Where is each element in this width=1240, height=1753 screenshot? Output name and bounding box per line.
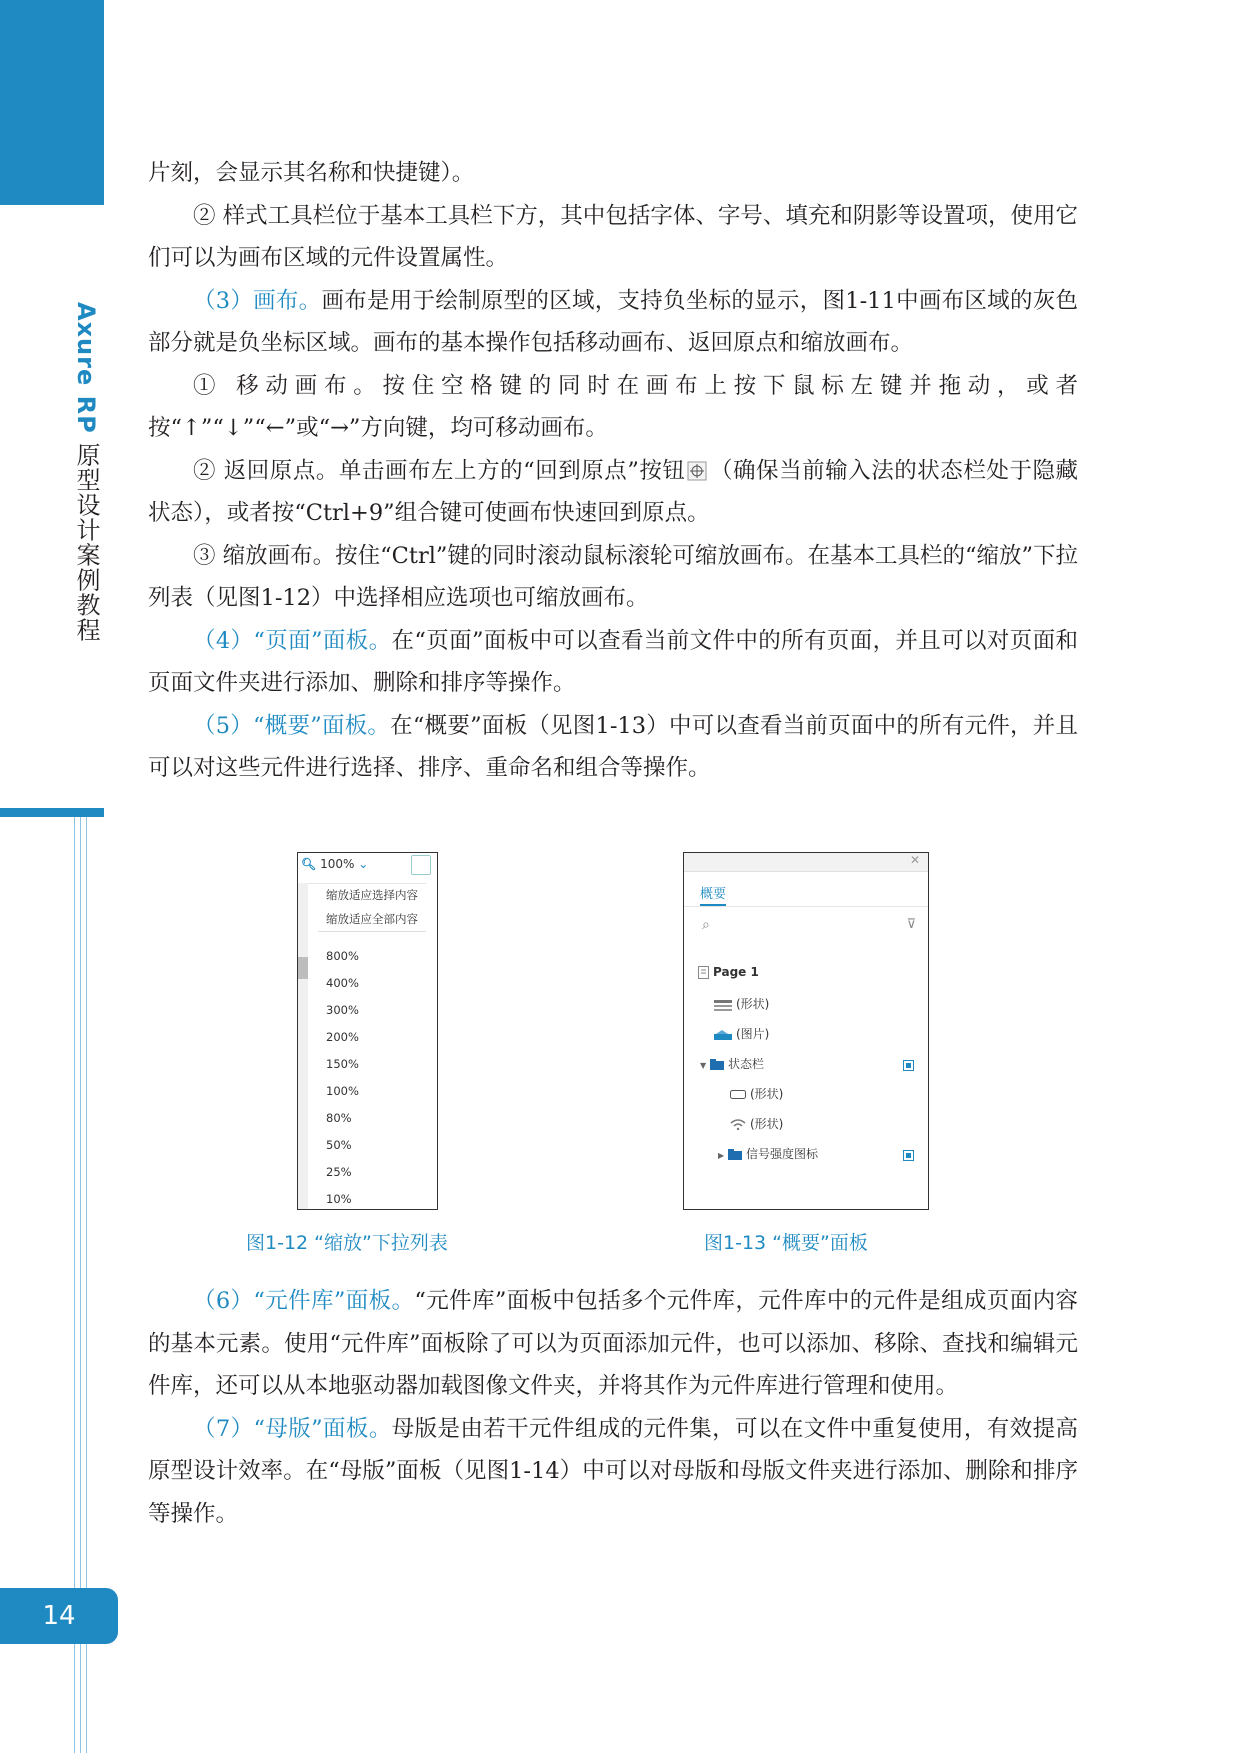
- divider: [308, 883, 426, 884]
- paragraph: [148, 620, 1078, 705]
- outline-item[interactable]: [714, 995, 769, 1012]
- page-number: 14: [0, 1588, 118, 1644]
- section-heading: （6）“元件库”面板。: [193, 1288, 415, 1314]
- visibility-icon[interactable]: [903, 1060, 914, 1071]
- zoom-level-option[interactable]: 300%: [326, 1003, 359, 1017]
- search-icon: 🔍︎: [301, 857, 317, 871]
- outline-panel-figure: [683, 852, 929, 1210]
- paragraph: [148, 1408, 1078, 1536]
- figure-caption: 图1-13 “概要”面板: [704, 1232, 868, 1254]
- scrollbar[interactable]: [298, 883, 308, 1209]
- section-heading: （3）画布。: [193, 287, 322, 314]
- zoom-fit-option[interactable]: 缩放适应选择内容: [326, 888, 418, 902]
- section-heading: （5）“概要”面板。: [193, 712, 391, 739]
- zoom-current-value: 100%: [320, 857, 355, 871]
- zoom-dropdown-figure: [297, 852, 438, 1210]
- scrollbar-thumb[interactable]: [298, 957, 308, 979]
- zoom-level-option[interactable]: 150%: [326, 1057, 359, 1071]
- outline-page-item[interactable]: [698, 965, 759, 979]
- paragraph-text: 在“概要”面板（见图1-13）中可以查看当前页面中的所有元件，并且可以对这些元件进行选择、排序、重命名和组合等操作。: [148, 712, 1079, 781]
- outline-item-label: (形状): [736, 997, 770, 1011]
- shape-icon: [714, 999, 732, 1011]
- book-brand: Axure RP: [72, 302, 100, 434]
- zoom-level-option[interactable]: 400%: [326, 976, 359, 990]
- body-text-lower: [148, 1280, 1078, 1535]
- zoom-level-option[interactable]: 10%: [326, 1192, 352, 1206]
- expand-arrow-icon[interactable]: ▼: [700, 1061, 707, 1070]
- chevron-down-icon: ⌄: [358, 857, 369, 871]
- toolbar-icon: [411, 855, 431, 875]
- paragraph-text: 画布是用于绘制原型的区域，支持负坐标的显示，图1-11中画布区域的灰色部分就是负坐标区域。画布的基本操作包括移动画布、返回原点和缩放画布。: [148, 287, 1078, 356]
- search-icon[interactable]: ⌕: [702, 917, 710, 933]
- book-subtitle: 原型设计案例教程: [72, 442, 100, 643]
- folder-icon: [710, 1059, 724, 1070]
- paragraph: ③ 缩放画布。按住“Ctrl”键的同时滚动鼠标滚轮可缩放画布。在基本工具栏的“缩放”下拉列表（见图1-12）中选择相应选项也可缩放画布。: [148, 542, 1078, 611]
- zoom-select[interactable]: [301, 857, 368, 871]
- zoom-level-option[interactable]: 80%: [326, 1111, 352, 1125]
- close-icon[interactable]: ✕: [909, 853, 920, 867]
- book-title: [64, 302, 104, 642]
- rectangle-icon: [730, 1090, 746, 1099]
- outline-item[interactable]: [714, 1025, 769, 1042]
- paragraph: [148, 450, 1078, 535]
- divider: [318, 931, 426, 932]
- outline-folder-item[interactable]: [700, 1055, 764, 1072]
- folder-icon: [728, 1149, 742, 1160]
- paragraph: [148, 705, 1078, 790]
- outline-folder-item[interactable]: [718, 1145, 818, 1162]
- filter-icon[interactable]: ⊽: [906, 917, 916, 932]
- zoom-fit-option[interactable]: 缩放适应全部内容: [326, 912, 418, 926]
- outline-item-label: 状态栏: [727, 1057, 764, 1071]
- zoom-level-option[interactable]: 50%: [326, 1138, 352, 1152]
- outline-item-label: (图片): [736, 1027, 770, 1041]
- divider: [684, 906, 928, 907]
- outline-item[interactable]: [730, 1085, 783, 1102]
- zoom-level-option[interactable]: 100%: [326, 1084, 359, 1098]
- wifi-icon: [730, 1119, 746, 1130]
- outline-item-label: (形状): [750, 1117, 784, 1131]
- paragraph-text: “元件库”面板中包括多个元件库，元件库中的元件是组成页面内容的基本元素。使用“元件库”面板除了可以为页面添加元件，也可以添加、移除、查找和编辑元件库，还可以从本地驱动器加载图像文件夹，并将其作为元件库进行管理和使用。: [148, 1288, 1078, 1399]
- origin-button-icon: [687, 461, 707, 481]
- panel-header: [684, 853, 928, 872]
- visibility-icon[interactable]: [903, 1150, 914, 1161]
- image-icon: [714, 1030, 732, 1040]
- paragraph: 片刻，会显示其名称和快捷键）。: [148, 160, 475, 186]
- outline-item-label: (形状): [750, 1087, 784, 1101]
- paragraph: [148, 280, 1078, 365]
- outline-item-label: Page 1: [713, 965, 759, 979]
- paragraph-text: 母版是由若干元件组成的元件集，可以在文件中重复使用，有效提高原型设计效率。在“母版”面板（见图1-14）中可以对母版和母版文件夹进行添加、删除和排序等操作。: [148, 1415, 1078, 1527]
- zoom-level-option[interactable]: 800%: [326, 949, 359, 963]
- sidebar-color-block: [0, 0, 104, 205]
- expand-arrow-icon[interactable]: ▶: [718, 1151, 725, 1160]
- figure-caption: 图1-12 “缩放”下拉列表: [246, 1232, 448, 1254]
- paragraph-text: 在“页面”面板中可以查看当前文件中的所有页面，并且可以对页面和页面文件夹进行添加、删除和排序等操作。: [148, 627, 1078, 696]
- body-text-upper: [148, 152, 1078, 790]
- paragraph: ② 样式工具栏位于基本工具栏下方，其中包括字体、字号、填充和阴影等设置项，使用它们可以为画布区域的元件设置属性。: [148, 202, 1078, 271]
- section-heading: （7）“母版”面板。: [193, 1415, 392, 1442]
- zoom-level-option[interactable]: 25%: [326, 1165, 352, 1179]
- page-icon: [698, 966, 709, 979]
- paragraph: [148, 1280, 1078, 1408]
- tab-outline[interactable]: 概要: [700, 883, 726, 906]
- paragraph-text: ② 返回原点。单击画布左上方的“回到原点”按钮: [193, 457, 686, 484]
- sidebar-divider: [0, 808, 104, 817]
- section-heading: （4）“页面”面板。: [193, 627, 392, 654]
- paragraph: ① 移动画布。按住空格键的同时在画布上按下鼠标左键并拖动，或者按“↑”“↓”“←”或“→”方向键，均可移动画布。: [148, 372, 1078, 441]
- outline-item-label: 信号强度图标: [745, 1147, 818, 1161]
- paragraph-text: （确保当前输入法的状态栏处于隐藏状态），或者按“Ctrl+9”组合键可使画布快速回到原点。: [148, 457, 1078, 526]
- outline-item[interactable]: [730, 1115, 783, 1132]
- zoom-level-option[interactable]: 200%: [326, 1030, 359, 1044]
